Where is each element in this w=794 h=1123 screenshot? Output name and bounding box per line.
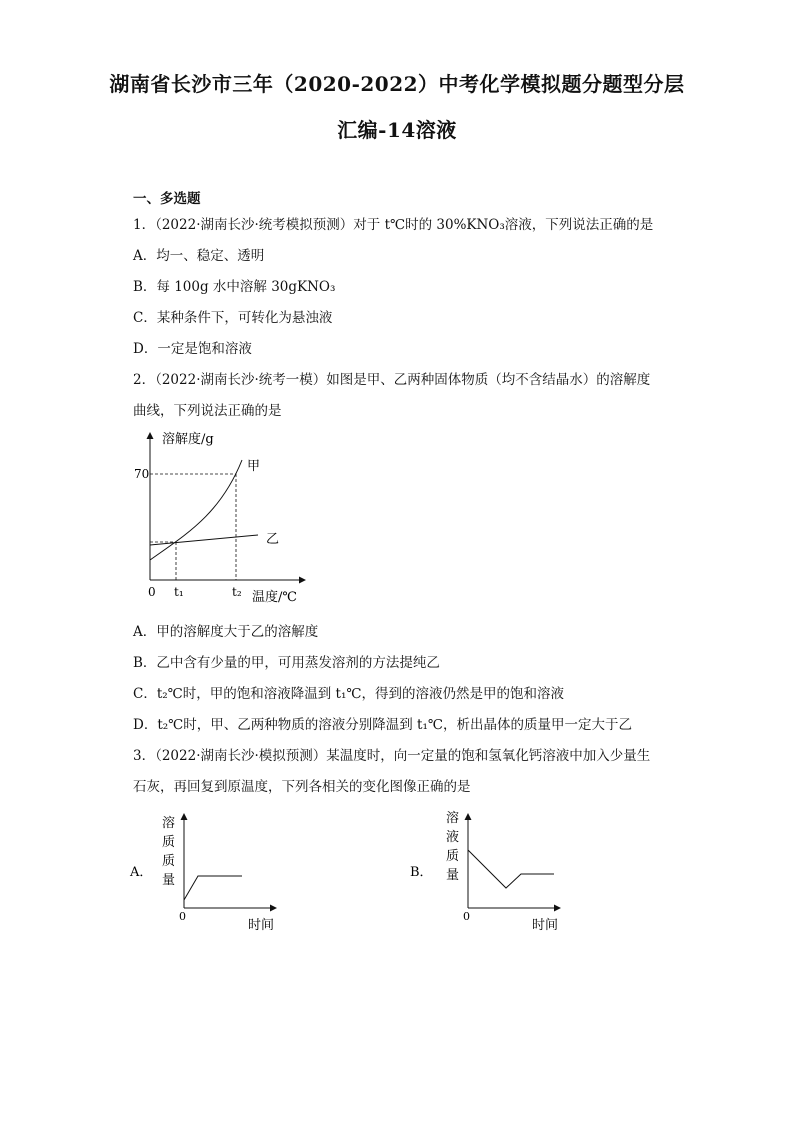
graph-a-line	[184, 876, 242, 900]
q3-stem-line2: 石灰，再回复到原温度，下列各相关的变化图像正确的是	[133, 779, 471, 795]
q3-graph-b	[408, 808, 568, 938]
y-tick-70: 70	[134, 467, 150, 481]
graph-b-ylabel-2: 液	[446, 830, 460, 845]
graph-b-origin: 0	[463, 910, 470, 923]
q3-graph-a	[128, 808, 288, 938]
curve-yi	[150, 535, 258, 545]
q2-option-a: A．甲的溶解度大于乙的溶解度	[133, 624, 319, 640]
curve-yi-label: 乙	[266, 532, 280, 547]
graph-b-xlabel: 时间	[532, 918, 559, 933]
q2-stem-line2: 曲线，下列说法正确的是	[133, 403, 282, 419]
q1-option-b: B．每 100g 水中溶解 30gKNO₃	[133, 279, 336, 295]
solubility-graph	[130, 425, 330, 605]
q1-option-c: C．某种条件下，可转化为悬浊液	[133, 310, 333, 326]
q1-option-d: D．一定是饱和溶液	[133, 341, 252, 357]
graph-a-xlabel: 时间	[248, 918, 275, 933]
q3-stem-line1: 3．（2022·湖南长沙·模拟预测）某温度时，向一定量的饱和氢氧化钙溶液中加入少量生	[133, 748, 651, 764]
graph-a-ylabel-2: 质	[162, 835, 176, 850]
graph-b-ylabel-3: 质	[446, 849, 460, 864]
curve-jia-label: 甲	[247, 459, 261, 474]
q2-option-c: C．t₂℃时，甲的饱和溶液降温到 t₁℃，得到的溶液仍然是甲的饱和溶液	[133, 686, 564, 702]
graph-b-line	[468, 850, 554, 888]
t2-label: t₂	[232, 585, 242, 599]
document-title-line2: 汇编-14溶液	[337, 118, 457, 142]
q1-option-a: A．均一、稳定、透明	[133, 248, 265, 264]
curve-jia	[150, 460, 242, 560]
origin-label: 0	[148, 585, 156, 599]
graph-b-ylabel-1: 溶	[446, 811, 460, 826]
graph-a-ylabel-3: 质	[162, 854, 176, 869]
graph-b-option-label: B．	[410, 865, 433, 880]
q2-option-b: B．乙中含有少量的甲，可用蒸发溶剂的方法提纯乙	[133, 655, 440, 671]
graph-b-ylabel-4: 量	[446, 868, 460, 883]
q2-option-d: D．t₂℃时，甲、乙两种物质的溶液分别降温到 t₁℃，析出晶体的质量甲一定大于乙	[133, 717, 632, 733]
t1-label: t₁	[174, 585, 184, 599]
graph-a-option-label: A．	[130, 865, 153, 880]
document-title-line1: 湖南省长沙市三年（2020-2022）中考化学模拟题分题型分层	[109, 72, 685, 96]
graph-a-origin: 0	[179, 910, 186, 923]
graph-a-ylabel-1: 溶	[162, 816, 176, 831]
q2-stem-line1: 2．（2022·湖南长沙·统考一模）如图是甲、乙两种固体物质（均不含结晶水）的溶解度	[133, 372, 651, 388]
q1-stem: 1．（2022·湖南长沙·统考模拟预测）对于 t℃时的 30%KNO₃溶液，下列说法正确的是	[133, 217, 654, 233]
graph-a-ylabel-4: 量	[162, 873, 176, 888]
section-heading: 一、多选题	[133, 191, 201, 207]
y-axis-label: 溶解度/g	[162, 432, 214, 447]
x-axis-label: 温度/℃	[252, 590, 297, 605]
